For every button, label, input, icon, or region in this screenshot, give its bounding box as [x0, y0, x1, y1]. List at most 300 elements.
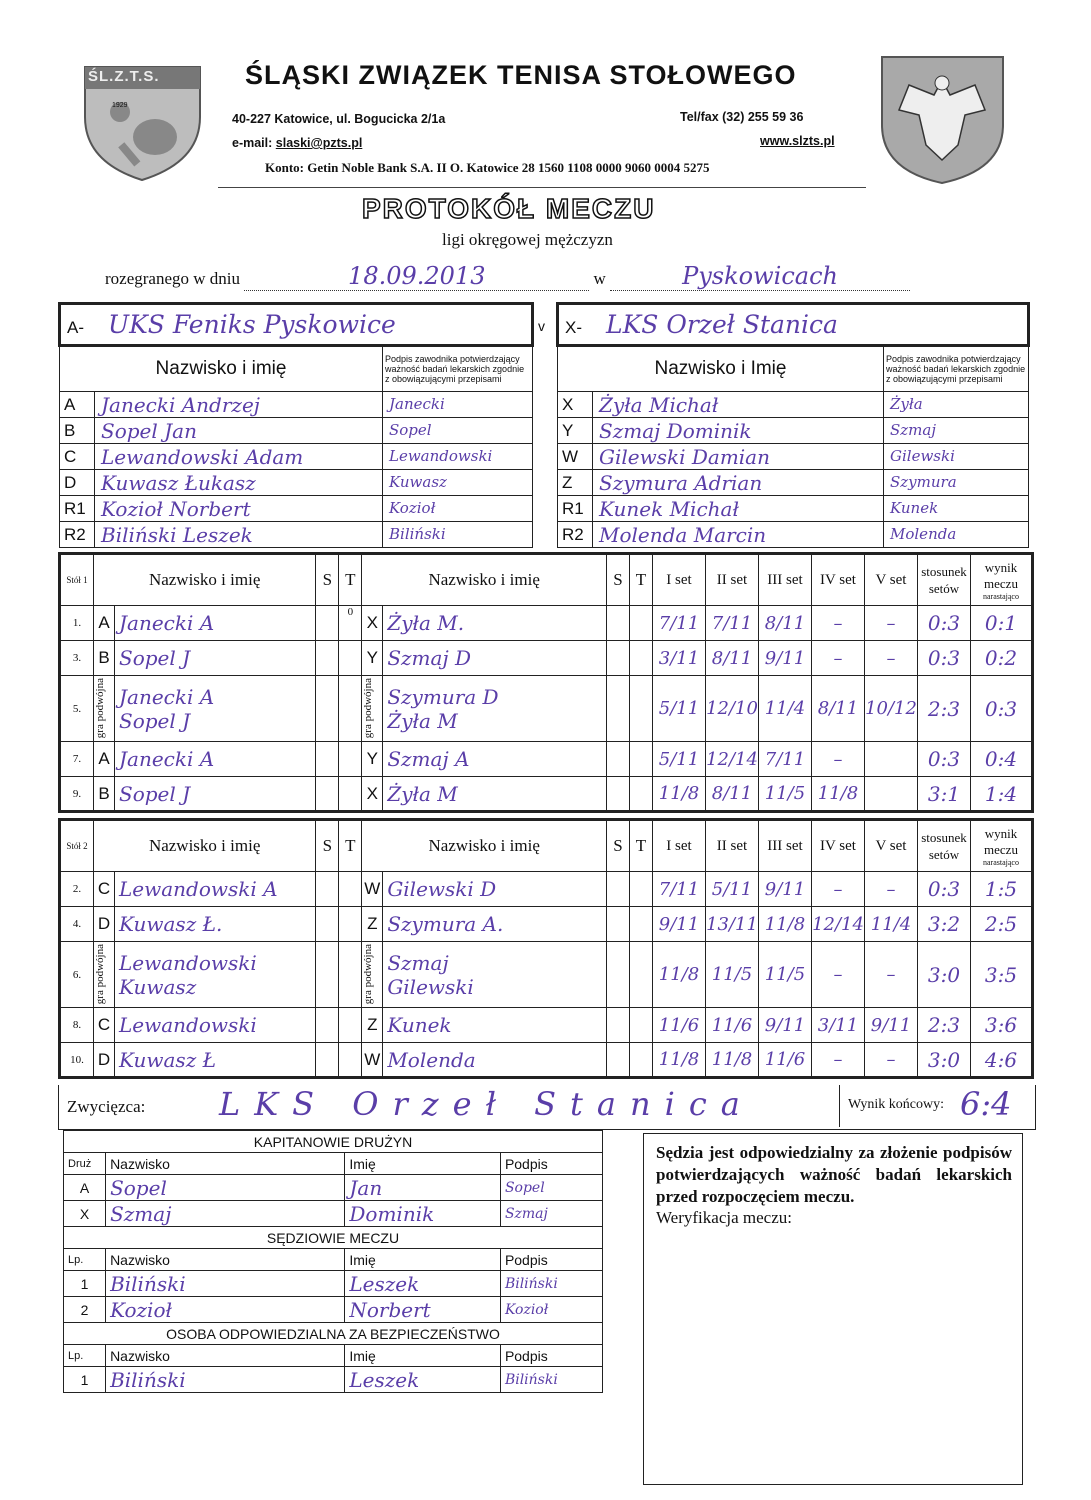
set-header: I set: [653, 554, 706, 606]
away-col-sign: Podpis zawodnika potwierdzający ważność badań lekarskich zgodnie z obowiązującymi przepisami: [884, 346, 1029, 392]
cumulative-label: narastająco: [983, 591, 1019, 601]
player-name: Kunek Michał: [599, 496, 739, 521]
captains-title: [64, 1131, 603, 1153]
set-score: –: [812, 742, 865, 777]
col-header: Nazwisko: [106, 1153, 345, 1175]
game-row: [60, 676, 1033, 742]
t-header: T: [339, 554, 362, 606]
game-number: 9.: [60, 777, 94, 812]
set-ratio: 3:0: [918, 942, 971, 1008]
player-name-cell: [95, 444, 383, 470]
away-player-cell: [383, 606, 607, 641]
away-team-table: [556, 302, 1030, 548]
away-player-cell: [383, 872, 607, 907]
player-name-cell: [95, 496, 383, 522]
player-name: Biliński Leszek: [101, 522, 253, 547]
player-code: R1: [60, 496, 95, 522]
cumulative-label: narastająco: [983, 857, 1019, 867]
player-name: Kozioł Norbert: [101, 496, 251, 521]
doubles-text: gra podwójna: [94, 944, 106, 1005]
player-sign-cell: [383, 418, 533, 444]
set-ratio: 0:3: [918, 606, 971, 641]
away-player-name: Żyła M: [387, 781, 458, 806]
player-name-cell: [95, 418, 383, 444]
home-team-table: [58, 302, 534, 548]
captains-title-label: KAPITANOWIE DRUŻYN: [64, 1131, 603, 1153]
table-number-header: Stół 1: [60, 554, 94, 606]
set-score: 8/11: [706, 641, 759, 676]
doubles-text: gra podwójna: [362, 944, 375, 1005]
col-header: Lp.: [64, 1249, 106, 1271]
set-score: –: [865, 1043, 918, 1078]
game-row: [60, 907, 1033, 942]
col-header: Podpis: [500, 1249, 602, 1271]
home-t-cell: [339, 777, 362, 812]
home-team-name: UKS Feniks Pyskowice: [108, 310, 396, 339]
away-player-cell: [383, 742, 607, 777]
player-signature: Żyła: [890, 395, 923, 413]
player-sign-cell: [884, 496, 1029, 522]
away-player-row: [558, 522, 1029, 548]
surname: Biliński: [110, 1367, 186, 1392]
player-sign-cell: [884, 392, 1029, 418]
league-name: ligi okręgowej mężczyzn: [442, 230, 613, 249]
home-player-row: [60, 522, 533, 548]
signature: Biliński: [504, 1276, 558, 1292]
set-score: 9/11: [759, 641, 812, 676]
org-address: 40-227 Katowice, ul. Bogucicka 2/1a: [232, 112, 446, 126]
set-score: 8/11: [706, 777, 759, 812]
played-on-label: rozegranego w dniu: [105, 269, 241, 288]
home-player2-name: Kuwasz: [119, 974, 197, 999]
home-t-cell: [339, 872, 362, 907]
home-player-code: B: [94, 777, 115, 812]
away-player-cell: [383, 777, 607, 812]
home-player-cell: [115, 641, 316, 676]
captains-row: [64, 1175, 603, 1201]
surname: Sopel: [110, 1175, 167, 1200]
home-player-row: [60, 392, 533, 418]
player-sign-cell: [884, 418, 1029, 444]
logo-year: 1929: [112, 102, 128, 109]
player-signature: Kunek: [890, 499, 939, 517]
home-t-cell: [339, 676, 362, 742]
result-header: [971, 820, 1033, 872]
away-t-cell: [630, 942, 653, 1008]
home-col-name: Nazwisko i imię: [60, 346, 383, 392]
col-header: Imię: [345, 1153, 501, 1175]
home-player-row: [60, 418, 533, 444]
away-player-name: Szymura A.: [387, 912, 504, 936]
home-player-code: B: [94, 641, 115, 676]
player-signature: Janecki: [389, 395, 445, 413]
player-sign-cell: [884, 470, 1029, 496]
player-code: R1: [558, 496, 593, 522]
away-s-cell: [607, 907, 630, 942]
set-header: V set: [865, 820, 918, 872]
set-score: 9/11: [759, 1008, 812, 1043]
col-header: Podpis: [500, 1153, 602, 1175]
home-player-code: D: [94, 1043, 115, 1078]
home-player-cell: [115, 606, 316, 641]
game-number: 6.: [60, 942, 94, 1008]
home-t-cell: 0: [339, 606, 362, 641]
home-player-name: Lewandowski: [119, 950, 257, 975]
cumulative-score: 0:4: [971, 742, 1033, 777]
player-sign-cell: [884, 522, 1029, 548]
player-name-cell: [593, 496, 884, 522]
set-header: II set: [706, 820, 759, 872]
final-score-box: [839, 1085, 1036, 1127]
s-header: S: [607, 554, 630, 606]
set-score: 11/8: [706, 1043, 759, 1078]
org-account: Konto: Getin Noble Bank S.A. II O. Katowice 28 1560 1108 0000 9060 0004 5275: [265, 160, 710, 175]
player-code: X: [558, 392, 593, 418]
final-label: Wynik końcowy:: [848, 1097, 944, 1112]
home-t-cell: [339, 907, 362, 942]
away-t-cell: [630, 872, 653, 907]
away-player-code: Y: [362, 641, 383, 676]
home-player-name: Lewandowski A: [119, 877, 278, 901]
logo-text: ŚL.Z.T.S.: [88, 68, 160, 85]
player-signature: Kuwasz: [389, 473, 447, 491]
away-t-cell: [630, 742, 653, 777]
away-player-code: W: [362, 872, 383, 907]
row-index: 2: [64, 1297, 106, 1323]
doubles-text: gra podwójna: [362, 678, 375, 739]
set-score: 3/11: [653, 641, 706, 676]
away-t-cell: [630, 1008, 653, 1043]
set-score: 11/6: [706, 1008, 759, 1043]
home-player-name: Sopel J: [119, 781, 191, 806]
set-score: 9/11: [653, 907, 706, 942]
home-s-cell: [316, 942, 339, 1008]
set-score: 13/11: [706, 907, 759, 942]
away-player-cell: [383, 641, 607, 676]
game-number: 5.: [60, 676, 94, 742]
away-s-cell: [607, 742, 630, 777]
date-field: [244, 262, 589, 291]
s-header: S: [607, 820, 630, 872]
set-score: 10/12: [865, 676, 918, 742]
home-player2-name: Sopel J: [119, 708, 191, 733]
home-s-cell: [316, 1043, 339, 1078]
set-header: III set: [759, 820, 812, 872]
player-sign-cell: [383, 444, 533, 470]
player-signature: Molenda: [890, 525, 957, 543]
played-on-row: [105, 262, 985, 291]
home-player-cell: [115, 676, 316, 742]
home-t-cell: [339, 942, 362, 1008]
set-ratio: 2:3: [918, 1008, 971, 1043]
player-name-cell: [593, 470, 884, 496]
set-score: –: [812, 606, 865, 641]
s-header: S: [316, 820, 339, 872]
game-row: [60, 1008, 1033, 1043]
player-code: D: [60, 470, 95, 496]
player-code: W: [558, 444, 593, 470]
col-header: Imię: [345, 1345, 501, 1367]
set-score: 5/11: [706, 872, 759, 907]
cumulative-score: 3:5: [971, 942, 1033, 1008]
signature-cell: [500, 1367, 602, 1393]
away-player-code: Y: [362, 742, 383, 777]
set-ratio: 3:2: [918, 907, 971, 942]
captains-col-header-row: [64, 1153, 603, 1175]
player-name: Żyła Michał: [599, 392, 719, 417]
signature-cell: [500, 1201, 602, 1227]
away-s-cell: [607, 676, 630, 742]
away-s-cell: [607, 1008, 630, 1043]
set-score: 11/8: [653, 942, 706, 1008]
s-header: S: [316, 554, 339, 606]
referees-col-header-row: [64, 1249, 603, 1271]
set-ratio: 3:0: [918, 1043, 971, 1078]
cumulative-score: 4:6: [971, 1043, 1033, 1078]
signature: Szmaj: [504, 1206, 548, 1222]
away-player-name: Gilewski D: [387, 877, 497, 901]
away-team-name: LKS Orzeł Stanica: [606, 310, 838, 339]
signature: Biliński: [504, 1372, 558, 1388]
away-t-cell: [630, 676, 653, 742]
player-name: Szmaj Dominik: [599, 418, 752, 443]
set-score: –: [812, 872, 865, 907]
t-header: T: [339, 820, 362, 872]
player-code: A: [60, 392, 95, 418]
set-score: 11/8: [812, 777, 865, 812]
game-number: 4.: [60, 907, 94, 942]
safety-row: [64, 1367, 603, 1393]
home-player-cell: [115, 1008, 316, 1043]
away-player-name: Molenda: [387, 1047, 476, 1072]
surname: Biliński: [110, 1271, 186, 1296]
doubles-label-home: [94, 676, 115, 742]
games-header-row: [60, 820, 1033, 872]
set-score: 7/11: [653, 872, 706, 907]
set-score: –: [865, 942, 918, 1008]
verification-label: Weryfikacja meczu:: [656, 1208, 792, 1227]
away-player-name: Szmaj A: [387, 747, 470, 771]
notice-box: [643, 1133, 1023, 1485]
set-ratio: 3:1: [918, 777, 971, 812]
home-name-header: Nazwisko i imię: [94, 554, 316, 606]
away-player-name: Żyła M.: [387, 611, 465, 635]
away-t-cell: [630, 641, 653, 676]
away-player-cell: [383, 676, 607, 742]
away-name-header: Nazwisko i imię: [362, 554, 607, 606]
home-s-cell: [316, 606, 339, 641]
ratio-header: stosunek setów: [918, 554, 971, 606]
home-player-code: C: [94, 872, 115, 907]
set-header: II set: [706, 554, 759, 606]
set-score: 12/14: [812, 907, 865, 942]
set-score: [865, 742, 918, 777]
home-s-cell: [316, 641, 339, 676]
set-score: 7/11: [706, 606, 759, 641]
away-player-row: [558, 470, 1029, 496]
away-player2-name: Gilewski: [387, 974, 474, 999]
player-code: B: [60, 418, 95, 444]
safety-title-label: OSOBA ODPOWIEDZIALNA ZA BEZPIECZEŃSTWO: [64, 1323, 603, 1345]
away-player-cell: [383, 1008, 607, 1043]
row-index: X: [64, 1201, 106, 1227]
referees-row: [64, 1297, 603, 1323]
home-player-code: C: [94, 1008, 115, 1043]
surname-cell: [106, 1175, 345, 1201]
table-number-header: Stół 2: [60, 820, 94, 872]
away-t-cell: [630, 777, 653, 812]
home-t-cell: [339, 742, 362, 777]
player-name: Kuwasz Łukasz: [101, 470, 256, 495]
game-number: 3.: [60, 641, 94, 676]
away-t-cell: [630, 606, 653, 641]
surname-cell: [106, 1367, 345, 1393]
set-score: 11/8: [653, 777, 706, 812]
home-s-cell: [316, 742, 339, 777]
col-header: Druż: [64, 1153, 106, 1175]
org-phone: Tel/fax (32) 255 59 36: [680, 110, 804, 124]
home-t-cell: [339, 1008, 362, 1043]
email-link[interactable]: slaski@pzts.pl: [275, 136, 363, 150]
cumulative-score: 3:6: [971, 1008, 1033, 1043]
place-field: [610, 262, 910, 291]
home-s-cell: [316, 676, 339, 742]
home-player-row: [60, 496, 533, 522]
surname-cell: [106, 1271, 345, 1297]
away-s-cell: [607, 777, 630, 812]
away-name-header: Nazwisko i imię: [362, 820, 607, 872]
row-index: 1: [64, 1271, 106, 1297]
away-player-name: Szmaj: [387, 950, 449, 975]
player-name-cell: [593, 418, 884, 444]
player-code: R2: [558, 522, 593, 548]
set-ratio: 0:3: [918, 641, 971, 676]
set-score: 5/11: [653, 742, 706, 777]
signature: Kozioł: [504, 1302, 549, 1318]
home-s-cell: [316, 1008, 339, 1043]
away-player-code: Z: [362, 907, 383, 942]
away-s-cell: [607, 641, 630, 676]
away-prefix: X-: [565, 318, 582, 337]
referees-title: [64, 1227, 603, 1249]
away-player-code: Z: [362, 1008, 383, 1043]
referees-title-label: SĘDZIOWIE MECZU: [64, 1227, 603, 1249]
first-name: Norbert: [349, 1297, 431, 1322]
set-score: 7/11: [759, 742, 812, 777]
set-score: 11/6: [759, 1043, 812, 1078]
cumulative-score: 2:5: [971, 907, 1033, 942]
player-code: Y: [558, 418, 593, 444]
home-s-cell: [316, 872, 339, 907]
first-name: Leszek: [349, 1271, 420, 1296]
set-score: –: [865, 641, 918, 676]
cumulative-score: 0:2: [971, 641, 1033, 676]
away-player2-name: Żyła M: [387, 708, 458, 733]
set-score: 11/8: [759, 907, 812, 942]
first-name-cell: [345, 1201, 501, 1227]
home-s-cell: [316, 777, 339, 812]
col-header: Nazwisko: [106, 1249, 345, 1271]
row-index: 1: [64, 1367, 106, 1393]
set-ratio: 0:3: [918, 872, 971, 907]
set-header: III set: [759, 554, 812, 606]
games-header-row: [60, 554, 1033, 606]
logo-shield: [80, 62, 205, 182]
home-player-code: A: [94, 606, 115, 641]
set-score: 11/6: [653, 1008, 706, 1043]
game-row: [60, 742, 1033, 777]
col-header: Imię: [345, 1249, 501, 1271]
doubles-label-home: [94, 942, 115, 1008]
set-score: 11/4: [759, 676, 812, 742]
surname: Kozioł: [110, 1297, 172, 1322]
home-player-name: Sopel J: [119, 646, 191, 670]
player-name: Sopel Jan: [101, 418, 197, 443]
home-player-cell: [115, 777, 316, 812]
set-score: 7/11: [653, 606, 706, 641]
player-name-cell: [593, 392, 884, 418]
player-name-cell: [95, 392, 383, 418]
player-name: Szymura Adrian: [599, 470, 763, 495]
final-score: 6:4: [960, 1085, 1012, 1123]
org-name: ŚLĄSKI ZWIĄZEK TENISA STOŁOWEGO: [245, 60, 797, 90]
games-table-2: [58, 818, 1034, 1079]
set-header: I set: [653, 820, 706, 872]
game-number: 1.: [60, 606, 94, 641]
away-team-header: [558, 304, 1029, 346]
player-signature: Sopel: [389, 421, 432, 439]
org-website[interactable]: www.slzts.pl: [760, 134, 835, 148]
safety-title: [64, 1323, 603, 1345]
player-code: R2: [60, 522, 95, 548]
home-player-cell: [115, 1043, 316, 1078]
cumulative-score: 1:5: [971, 872, 1033, 907]
set-score: –: [812, 942, 865, 1008]
away-col-name: Nazwisko i Imię: [558, 346, 884, 392]
away-player-cell: [383, 907, 607, 942]
player-signature: Kozioł: [389, 499, 436, 517]
set-score: –: [812, 641, 865, 676]
set-header: IV set: [812, 554, 865, 606]
player-name: Gilewski Damian: [599, 444, 770, 469]
t-header: T: [630, 820, 653, 872]
away-t-cell: [630, 907, 653, 942]
game-row: [60, 1043, 1033, 1078]
home-t-cell: [339, 1043, 362, 1078]
away-t-cell: [630, 1043, 653, 1078]
captains-row: [64, 1201, 603, 1227]
signature-cell: [500, 1271, 602, 1297]
player-sign-cell: [383, 470, 533, 496]
result-header-label: wynik meczu: [984, 559, 1018, 591]
result-header-label: wynik meczu: [984, 825, 1018, 857]
set-score: 5/11: [653, 676, 706, 742]
surname-cell: [106, 1201, 345, 1227]
game-row: [60, 641, 1033, 676]
home-col-sign: Podpis zawodnika potwierdzający ważność badań lekarskich zgodnie z obowiązującymi przepisami: [383, 346, 533, 392]
away-player-code: X: [362, 606, 383, 641]
player-name-cell: [95, 470, 383, 496]
home-player-code: A: [94, 742, 115, 777]
game-number: 8.: [60, 1008, 94, 1043]
away-s-cell: [607, 872, 630, 907]
doubles-label-away: [362, 942, 383, 1008]
vs-label: v: [538, 318, 545, 334]
set-score: 3/11: [812, 1008, 865, 1043]
home-team-header: [60, 304, 533, 346]
set-score: 12/14: [706, 742, 759, 777]
set-score: [865, 777, 918, 812]
